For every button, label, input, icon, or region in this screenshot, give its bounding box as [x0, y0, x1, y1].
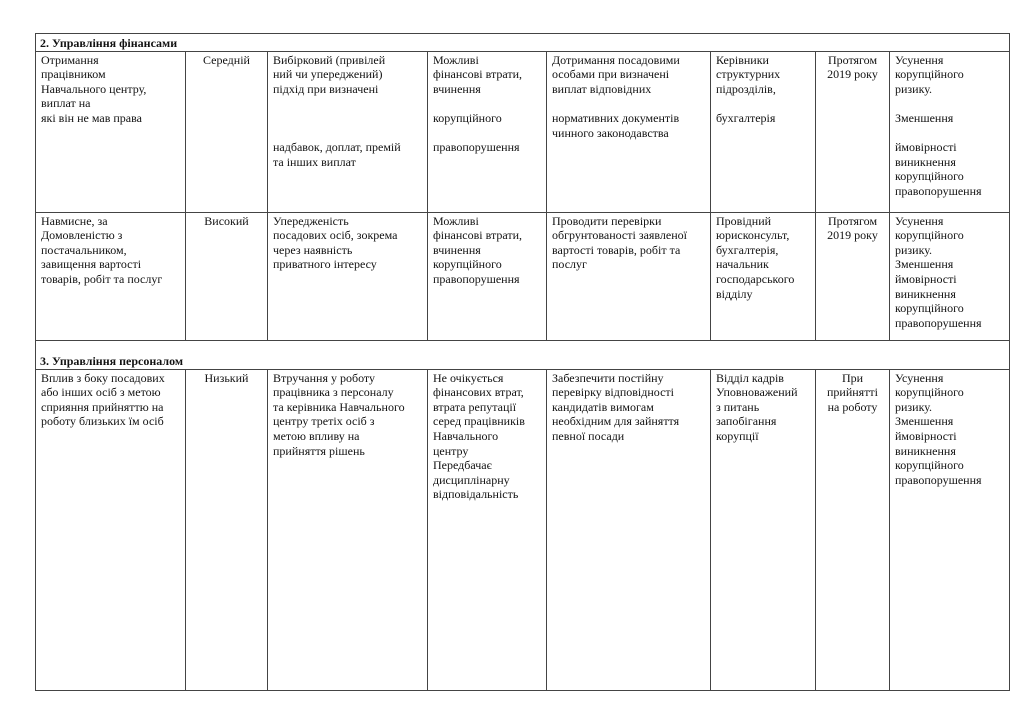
cell-text-line: правопорушення	[895, 183, 982, 198]
consequences-cell	[428, 51, 547, 212]
result-cell	[890, 212, 1010, 340]
cell-text-line: відділу	[716, 286, 753, 301]
cell-text-line: запобігання	[716, 414, 777, 429]
cell-text-line: приватного інтересу	[273, 257, 377, 272]
cell-text-line: послуг	[552, 257, 587, 272]
blank-line	[273, 126, 422, 141]
cell-text-line: ймовірності	[895, 271, 957, 286]
cell-text-line: Навчального центру,	[41, 81, 147, 96]
cell-text-line: посадових осіб, зокрема	[273, 228, 398, 243]
risk-factor-cell	[268, 51, 428, 212]
cell-text-line: метою впливу на	[273, 428, 360, 443]
cell-text-line: корупції	[716, 428, 759, 443]
cell-text-line: ризику.	[895, 399, 933, 414]
risk-factor-cell	[268, 212, 428, 340]
result-cell	[890, 369, 1010, 690]
cell-text-line: Низький	[204, 370, 249, 385]
cell-text-line: виплат відповідних	[552, 81, 652, 96]
cell-text-line: завищення вартості	[41, 257, 142, 272]
cell-text-line: які він не мав права	[41, 110, 142, 125]
cell-text-line: Усунення	[895, 213, 944, 228]
risk-factor-cell	[268, 369, 428, 690]
cell-text-line: корупційного	[895, 228, 964, 243]
cell-text-line: виникнення	[895, 154, 956, 169]
result-cell	[890, 51, 1010, 212]
responsible-cell	[711, 369, 816, 690]
cell-text-line: центру третіх осіб з	[273, 414, 375, 429]
cell-text-line: ризику.	[895, 242, 933, 257]
cell-text-line: Не очікується	[433, 370, 504, 385]
cell-text-line: виникнення	[895, 443, 956, 458]
cell-text-line: корупційного	[895, 458, 964, 473]
cell-text-line: Домовленістю з	[41, 228, 123, 243]
cell-text-line: з питань	[716, 399, 760, 414]
cell-text-line: роботу близьких їм осіб	[41, 414, 164, 429]
cell-text-line: вартості товарів, робіт та	[552, 242, 681, 257]
cell-text-line: серед працівників	[433, 414, 525, 429]
cell-text-line: надбавок, доплат, премій	[273, 140, 401, 155]
measures-cell	[547, 212, 711, 340]
cell-text-line: Керівники	[716, 52, 769, 67]
cell-text-line: бухгалтерія,	[716, 242, 779, 257]
cell-text-line: правопорушення	[433, 140, 520, 155]
responsible-cell	[711, 212, 816, 340]
cell-text-line: корупційного	[433, 110, 502, 125]
responsible-cell	[711, 51, 816, 212]
cell-text-line: підхід при визначені	[273, 81, 379, 96]
table-row	[36, 369, 1010, 690]
cell-text-line: або інших осіб з метою	[41, 385, 161, 400]
cell-text-line: виплат на	[41, 96, 91, 111]
cell-text-line: Можливі	[433, 52, 479, 67]
cell-text-line: корупційного	[895, 301, 964, 316]
risk-cell	[36, 369, 186, 690]
cell-text-line: дисциплінарну	[433, 472, 510, 487]
cell-text-line: кандидатів вимогам	[552, 399, 654, 414]
cell-text-line: виникнення	[895, 286, 956, 301]
cell-text-line: бухгалтерія	[716, 110, 776, 125]
cell-text-line: Середній	[203, 52, 250, 67]
cell-text-line: відповідальність	[433, 487, 519, 502]
cell-text-line: через наявність	[273, 242, 353, 257]
cell-text-line: особами при визначені	[552, 67, 670, 82]
cell-text-line: вчинення	[433, 242, 481, 257]
risk-level-cell	[186, 369, 268, 690]
cell-text-line: та інших виплат	[273, 154, 356, 169]
cell-text-line: вчинення	[433, 81, 481, 96]
cell-text-line: підрозділів,	[716, 81, 776, 96]
blank-line	[552, 96, 705, 111]
cell-text-line: постачальником,	[41, 242, 127, 257]
cell-text-line: обгрунтованості заявленої	[552, 228, 687, 243]
cell-text-line: фінансові втрати,	[433, 67, 523, 82]
cell-text-line: Передбачає	[433, 458, 492, 473]
blank-line	[433, 96, 541, 111]
cell-text-line: 2019 року	[827, 228, 878, 243]
table-row	[36, 51, 1010, 212]
blank-line	[895, 126, 1004, 141]
cell-text-line: та керівника Навчального	[273, 399, 405, 414]
risk-table	[35, 33, 1010, 691]
measures-cell	[547, 369, 711, 690]
cell-text-line: фінансових втрат,	[433, 385, 524, 400]
cell-text-line: Можливі	[433, 213, 479, 228]
cell-text-line: Усунення	[895, 370, 944, 385]
table-row	[36, 212, 1010, 340]
cell-text-line: прийнятті	[826, 385, 879, 400]
cell-text-line: працівником	[41, 67, 106, 82]
cell-text-line: Зменшення	[895, 110, 954, 125]
cell-text-line: Вплив з боку посадових	[41, 370, 165, 385]
cell-text-line: начальник	[716, 257, 769, 272]
blank-line	[895, 96, 1004, 111]
consequences-cell	[428, 212, 547, 340]
cell-text-line: центру	[433, 443, 469, 458]
cell-text-line: працівника з персоналу	[273, 385, 394, 400]
cell-text-line: Провідний	[716, 213, 772, 228]
cell-text-line: прийняття рішень	[273, 443, 365, 458]
cell-text-line: нормативних документів	[552, 110, 680, 125]
cell-text-line: корупційного	[433, 257, 502, 272]
section-header-row	[36, 34, 1010, 52]
cell-text-line: фінансові втрати,	[433, 228, 523, 243]
cell-text-line: ризику.	[895, 81, 933, 96]
blank-line	[433, 126, 541, 141]
cell-text-line: перевірку відповідності	[552, 385, 674, 400]
blank-line	[273, 111, 422, 126]
cell-text-line: Втручання у роботу	[273, 370, 375, 385]
risk-level-cell	[186, 51, 268, 212]
cell-text-line: сприяння прийняттю на	[41, 399, 164, 414]
cell-text-line: Забезпечити постійну	[552, 370, 664, 385]
cell-text-line: певної посади	[552, 428, 625, 443]
cell-text-line: Протягом	[827, 213, 878, 228]
cell-text-line: корупційного	[895, 385, 964, 400]
cell-text-line: правопорушення	[433, 271, 520, 286]
risk-cell	[36, 51, 186, 212]
consequences-cell	[428, 369, 547, 690]
cell-text-line: ймовірності	[895, 428, 957, 443]
cell-text-line: правопорушення	[895, 472, 982, 487]
section-header-row	[36, 340, 1010, 369]
measures-cell	[547, 51, 711, 212]
cell-text-line: юрисконсульт,	[716, 228, 790, 243]
section-title-personnel: 3. Управління персоналом	[36, 340, 1010, 369]
section-title-finance: 2. Управління фінансами	[36, 34, 1010, 52]
cell-text-line: Проводити перевірки	[552, 213, 662, 228]
cell-text-line: При	[841, 370, 864, 385]
term-cell	[816, 212, 890, 340]
cell-text-line: Зменшення	[895, 257, 954, 272]
term-cell	[816, 369, 890, 690]
cell-text-line: структурних	[716, 67, 781, 82]
cell-text-line: Високий	[204, 213, 249, 228]
cell-text-line: Навчального	[433, 428, 499, 443]
blank-line	[273, 96, 422, 111]
cell-text-line: 2019 року	[827, 67, 878, 82]
cell-text-line: правопорушення	[895, 315, 982, 330]
cell-text-line: Вибірковий (привілей	[273, 52, 386, 67]
risk-cell	[36, 212, 186, 340]
cell-text-line: Упередженість	[273, 213, 349, 228]
cell-text-line: Отримання	[41, 52, 99, 67]
cell-text-line: ний чи упереджений)	[273, 67, 383, 82]
risk-level-cell	[186, 212, 268, 340]
cell-text-line: ймовірності	[895, 140, 957, 155]
cell-text-line: Протягом	[827, 52, 878, 67]
cell-text-line: Зменшення	[895, 414, 954, 429]
cell-text-line: господарського	[716, 271, 795, 286]
cell-text-line: необхідним для зайняття	[552, 414, 680, 429]
cell-text-line: Уповноважений	[716, 385, 798, 400]
cell-text-line: товарів, робіт та послуг	[41, 271, 163, 286]
cell-text-line: на роботу	[827, 399, 878, 414]
term-cell	[816, 51, 890, 212]
cell-text-line: Навмисне, за	[41, 213, 108, 228]
cell-text-line: Відділ кадрів	[716, 370, 784, 385]
cell-text-line: Дотримання посадовими	[552, 52, 680, 67]
cell-text-line: Усунення	[895, 52, 944, 67]
cell-text-line: корупційного	[895, 67, 964, 82]
cell-text-line: корупційного	[895, 169, 964, 184]
blank-line	[716, 96, 810, 111]
cell-text-line: чинного законодавства	[552, 125, 669, 140]
cell-text-line: втрата репутації	[433, 399, 517, 414]
